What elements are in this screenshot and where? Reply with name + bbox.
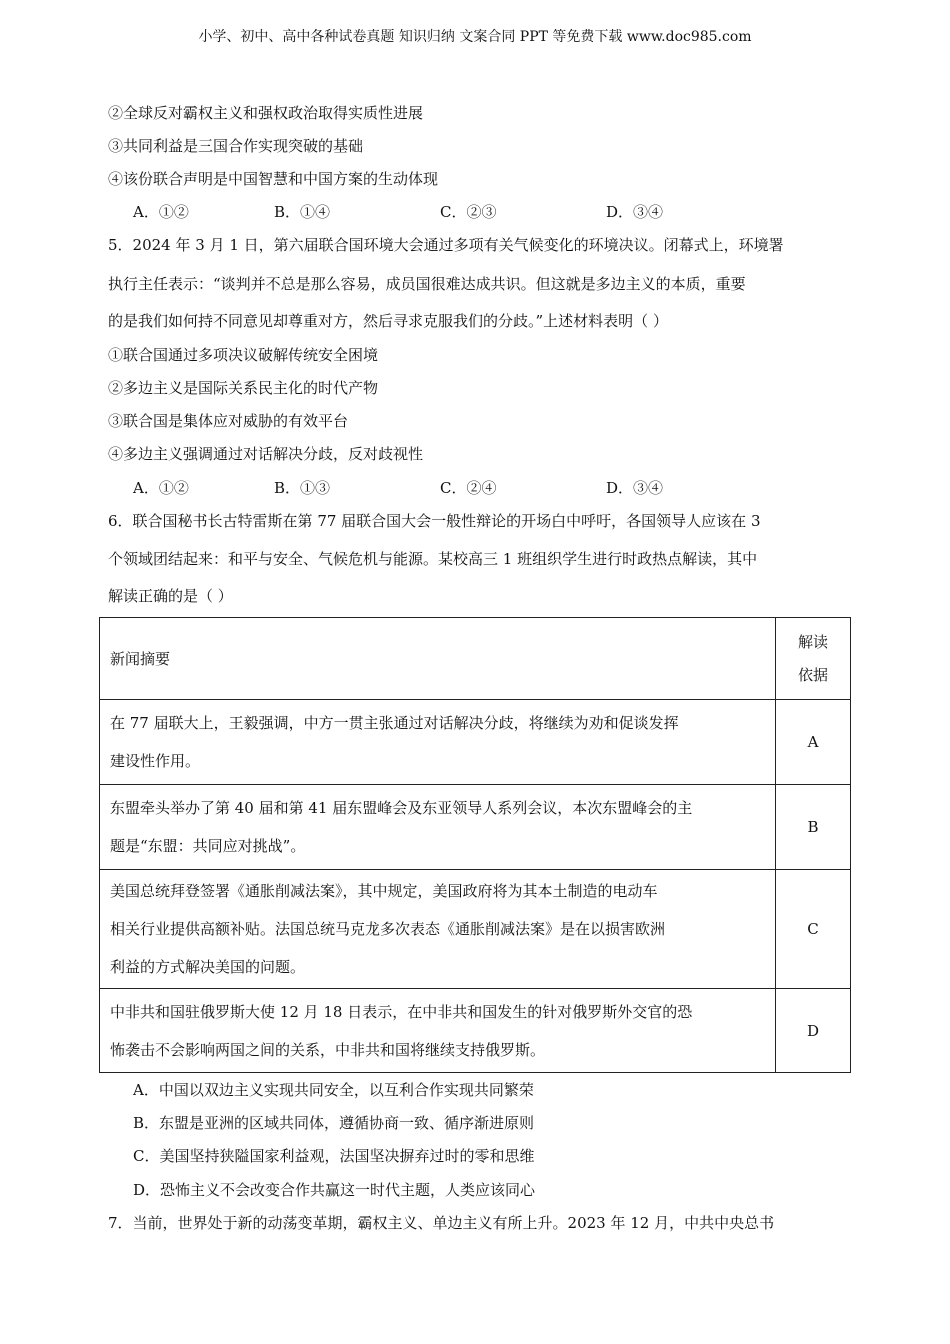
row-d-line-2: 怖袭击不会影响两国之间的关系，中非共和国将继续支持俄罗斯。 — [110, 1040, 546, 1059]
table-row — [100, 870, 851, 989]
q6-option-d[interactable]: D．恐怖主义不会改变合作共赢这一时代主题，人类应该同心 — [133, 1181, 536, 1199]
header-news-summary: 新闻摘要 — [100, 618, 776, 700]
row-b-line-1: 东盟牵头举办了第 40 届和第 41 届东盟峰会及东亚领导人系列会议，本次东盟峰会的主 — [110, 799, 693, 817]
q6-option-a[interactable]: A．中国以双边主义实现共同安全，以互利合作实现共同繁荣 — [133, 1081, 534, 1099]
row-d-text — [100, 989, 776, 1073]
table-header-row — [100, 618, 851, 700]
row-c-line-3: 利益的方式解决美国的问题。 — [110, 958, 306, 976]
q6-stem-line-1: 6．联合国秘书长古特雷斯在第 77 届联合国大会一般性辩论的开场白中呼吁，各国领导人应该在 3 — [108, 512, 761, 530]
row-d-line-1: 中非共和国驻俄罗斯大使 12 月 18 日表示，在中非共和国发生的针对俄罗斯外交官的恐 — [110, 1002, 693, 1021]
q4-option-b[interactable]: B．①④ — [274, 203, 331, 221]
q6-stem-line-2: 个领域团结起来：和平与安全、气候危机与能源。某校高三 1 班组织学生进行时政热点解读，其中 — [108, 550, 758, 568]
header-basis — [776, 618, 851, 700]
q4-option-a[interactable]: A．①② — [133, 203, 189, 221]
row-c-label: C — [776, 870, 851, 989]
q5-stem-line-2: 执行主任表示：“谈判并不总是那么容易，成员国很难达成共识。但这就是多边主义的本质，重要 — [108, 275, 746, 293]
row-a-text — [100, 700, 776, 785]
q6-option-b[interactable]: B．东盟是亚洲的区域共同体，遵循协商一致、循序渐进原则 — [133, 1114, 535, 1132]
row-b-line-2: 题是“东盟：共同应对挑战”。 — [110, 837, 306, 855]
table-row — [100, 700, 851, 785]
q5-options — [133, 477, 733, 498]
q6-stem-line-3: 解读正确的是（ ） — [108, 587, 233, 605]
q5-item-2: ②多边主义是国际关系民主化的时代产物 — [108, 379, 379, 397]
q5-item-1: ①联合国通过多项决议破解传统安全困境 — [108, 346, 379, 364]
page-header: 小学、初中、高中各种试卷真题 知识归纳 文案合同 PPT 等免费下载 www.doc985.com — [198, 29, 752, 45]
q4-item-3: ③共同利益是三国合作实现突破的基础 — [108, 137, 364, 155]
row-a-line-1: 在 77 届联大上，王毅强调，中方一贯主张通过对话解决分歧，将继续为劝和促谈发挥 — [110, 714, 679, 732]
q4-item-4: ④该份联合声明是中国智慧和中国方案的生动体现 — [108, 170, 439, 188]
q4-option-c[interactable]: C．②③ — [440, 203, 497, 221]
row-a-label: A — [776, 700, 851, 785]
q5-stem-line-3: 的是我们如何持不同意见却尊重对方，然后寻求克服我们的分歧。”上述材料表明（ ） — [108, 312, 668, 330]
q5-stem-line-1: 5．2024 年 3 月 1 日，第六届联合国环境大会通过多项有关气候变化的环境决议。闭幕式上，环境署 — [108, 236, 784, 254]
table-row — [100, 989, 851, 1073]
q5-option-a[interactable]: A．①② — [133, 479, 189, 497]
q7-stem-line-1: 7．当前，世界处于新的动荡变革期，霸权主义、单边主义有所上升。2023 年 12 月，中共中央总书 — [108, 1214, 775, 1232]
table-row — [100, 785, 851, 870]
header-basis-line-2: 依据 — [797, 665, 828, 684]
q5-option-b[interactable]: B．①③ — [274, 479, 331, 497]
row-c-line-1: 美国总统拜登签署《通胀削减法案》，其中规定，美国政府将为其本土制造的电动车 — [110, 882, 658, 900]
q5-option-d[interactable]: D．③④ — [606, 479, 664, 497]
row-d-label: D — [776, 989, 851, 1073]
q5-item-3: ③联合国是集体应对威胁的有效平台 — [108, 412, 349, 430]
q4-option-d[interactable]: D．③④ — [606, 203, 664, 221]
row-c-line-2: 相关行业提供高额补贴。法国总统马克龙多次表态《通胀削减法案》是在以损害欧洲 — [110, 920, 666, 938]
news-table — [99, 617, 851, 1073]
header-basis-line-1: 解读 — [797, 632, 828, 651]
q5-option-c[interactable]: C．②④ — [440, 479, 497, 497]
row-c-text — [100, 870, 776, 989]
row-a-line-2: 建设性作用。 — [110, 752, 201, 770]
row-b-label: B — [776, 785, 851, 870]
q6-option-c[interactable]: C．美国坚持狭隘国家利益观，法国坚决摒弃过时的零和思维 — [133, 1147, 535, 1165]
q4-options — [133, 201, 733, 222]
q5-item-4: ④多边主义强调通过对话解决分歧，反对歧视性 — [108, 445, 424, 463]
row-b-text — [100, 785, 776, 870]
q4-item-2: ②全球反对霸权主义和强权政治取得实质性进展 — [108, 104, 424, 122]
